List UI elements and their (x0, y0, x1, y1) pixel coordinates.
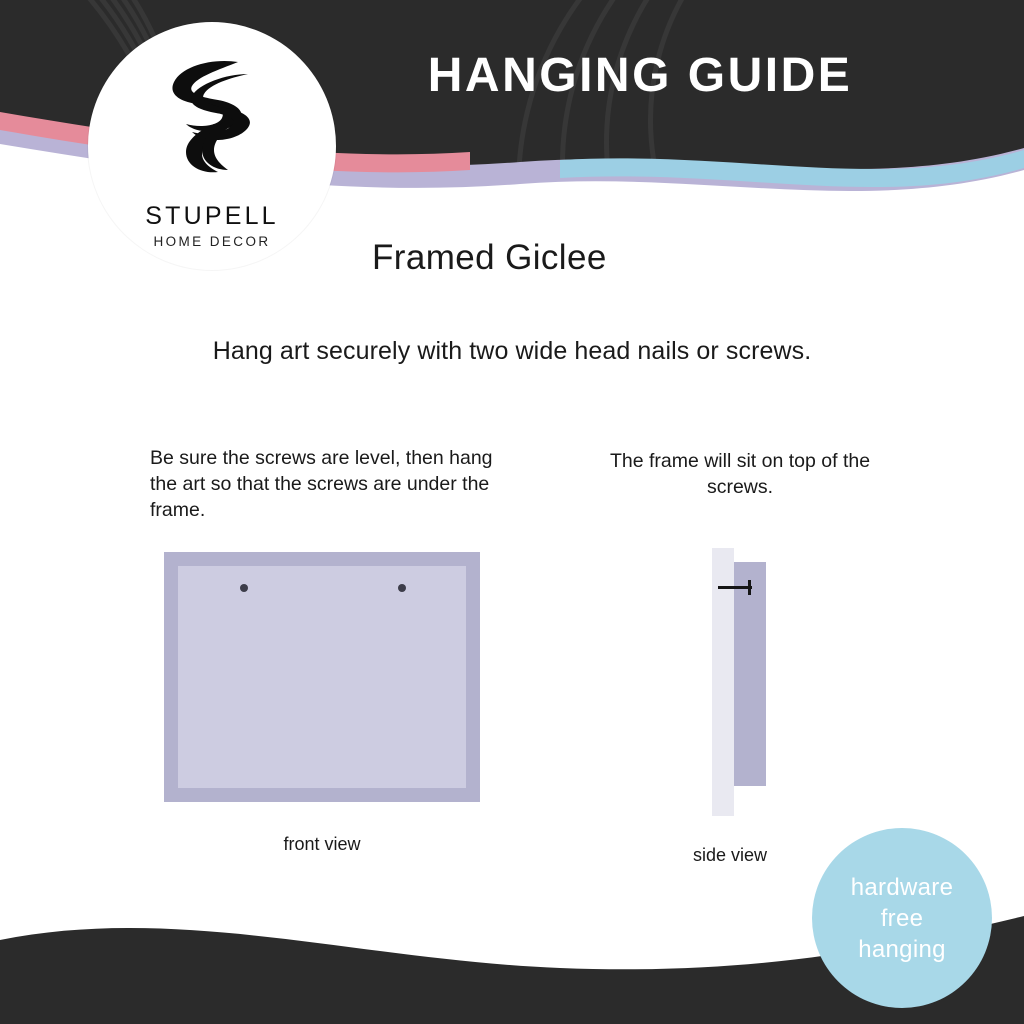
main-instruction: Hang art securely with two wide head nails or screws. (212, 337, 812, 365)
front-view-art-area (178, 566, 466, 788)
hardware-free-badge (812, 828, 992, 1008)
logo-badge (88, 22, 336, 270)
badge-line-1: hardware (850, 873, 954, 901)
screw-dot-left-icon (240, 584, 248, 592)
stupell-swirl-logo-icon (152, 52, 272, 180)
side-view-screw-icon (718, 586, 752, 589)
product-type-label: Framed Giclee (372, 238, 607, 277)
side-view-screw-head-icon (748, 580, 751, 595)
side-view-column (580, 448, 900, 500)
side-view-frame (734, 562, 766, 786)
front-view-label: front view (283, 834, 361, 854)
front-view-column (150, 445, 495, 523)
badge-line-2: free (880, 904, 924, 932)
badge-line-3: hanging (858, 935, 946, 963)
front-view-frame-diagram (164, 552, 480, 802)
logo-name: STUPELL (145, 202, 279, 230)
screw-dot-right-icon (398, 584, 406, 592)
side-view-label: side view (692, 845, 768, 865)
page-title: HANGING GUIDE (427, 49, 853, 102)
front-view-caption: Be sure the screws are level, then hang the art so that the screws are under the frame. (150, 447, 493, 521)
side-view-caption: The frame will sit on top of the screws. (609, 450, 871, 498)
logo-subtitle: HOME DECOR (153, 234, 271, 249)
